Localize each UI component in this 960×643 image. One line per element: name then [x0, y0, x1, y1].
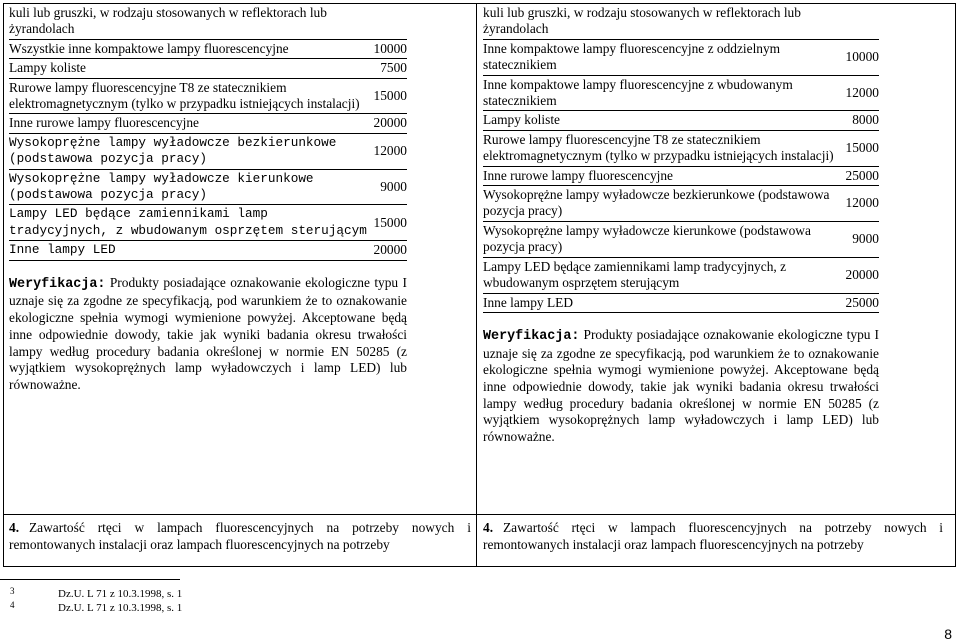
right-verification-text: Produkty posiadające oznakowanie ekologiczne typu I uznaje się za zgodne ze specyfikacją, pod warunkiem że to oznakowanie ekologiczne spełnia wymogi wymienione powyżej. Akceptowane będą inne odpowiednie dowody, takie jak wyniki badania okresu trwałości lampy według procedury badania określonej w normie EN 50285 (z wyjątkiem wysokoprężnych lamp wyładowczych i lamp LED) lub równoważne.: [483, 326, 879, 445]
right-item-4-number: 4.: [483, 520, 494, 535]
left-column: [9, 4, 407, 407]
lamp-type-cell: Inne rurowe lampy fluorescencyjne: [483, 166, 840, 185]
lifetime-value-cell: 7500: [368, 59, 407, 78]
left-item-4-number: 4.: [9, 520, 20, 535]
table-row: [9, 241, 407, 260]
left-verification-label: Weryfikacja:: [9, 276, 106, 292]
table-row: [9, 78, 407, 114]
lamp-type-cell: Rurowe lampy fluorescencyjne T8 ze statecznikiem elektromagnetycznym (tylko w przypadku istniejących instalacji): [483, 130, 840, 166]
lifetime-value-cell: 20000: [368, 241, 407, 260]
table-row: [483, 75, 879, 111]
table-row: [483, 186, 879, 222]
column-divider: [476, 3, 477, 567]
lamp-type-cell: Lampy koliste: [9, 59, 368, 78]
lamp-type-cell: Inne kompaktowe lampy fluorescencyjne z wbudowanym statecznikiem: [483, 75, 840, 111]
lifetime-value-cell: 20000: [840, 257, 879, 293]
right-verification: [483, 327, 879, 446]
footnote-3: [10, 586, 183, 600]
lifetime-value-cell: 9000: [840, 221, 879, 257]
lamp-type-cell: Lampy LED będące zamiennikami lamp tradycyjnych, z wbudowanym osprzętem sterującym: [483, 257, 840, 293]
table-row: [483, 257, 879, 293]
footnote-3-text: Dz.U. L 71 z 10.3.1998, s. 1: [58, 588, 183, 600]
lifetime-value-cell: 15000: [840, 130, 879, 166]
table-row: [9, 169, 407, 205]
lifetime-value-cell: [840, 4, 879, 39]
table-row: [9, 205, 407, 241]
lifetime-value-cell: 15000: [368, 78, 407, 114]
lamp-type-cell: Inne lampy LED: [9, 241, 368, 260]
footnote-4-text: Dz.U. L 71 z 10.3.1998, s. 1: [58, 602, 183, 614]
left-verification-text: Produkty posiadające oznakowanie ekologiczne typu I uznaje się za zgodne ze specyfikacją, pod warunkiem że to oznakowanie ekologiczne spełnia wymogi wymienione powyżej. Akceptowane będą inne odpowiednie dowody, takie jak wyniki badania okresu trwałości lampy według procedury badania określonej w normie EN 50285 (z wyjątkiem wysokoprężnych lamp wyładowczych i lamp LED) lub równoważne.: [9, 274, 407, 392]
table-row: [483, 166, 879, 185]
lifetime-value-cell: 25000: [840, 166, 879, 185]
lifetime-value-cell: 25000: [840, 293, 879, 312]
lamp-type-cell: Wszystkie inne kompaktowe lampy fluorescencyjne: [9, 39, 368, 58]
lamp-type-cell: kuli lub gruszki, w rodzaju stosowanych w reflektorach lub żyrandolach: [483, 4, 840, 39]
lifetime-value-cell: 12000: [368, 133, 407, 169]
table-row: [483, 4, 879, 39]
lamp-type-cell: Rurowe lampy fluorescencyjne T8 ze statecznikiem elektromagnetycznym (tylko w przypadku istniejących instalacji): [9, 78, 368, 114]
lamp-type-cell: Inne lampy LED: [483, 293, 840, 312]
lamp-type-cell: Lampy LED będące zamiennikami lamp tradycyjnych, z wbudowanym osprzętem sterującym: [9, 205, 368, 241]
footnote-4: [10, 600, 183, 614]
lamp-type-cell: Wysokoprężne lampy wyładowcze bezkierunkowe (podstawowa pozycja pracy): [9, 133, 368, 169]
lamp-type-cell: Wysokoprężne lampy wyładowcze kierunkowe (podstawowa pozycja pracy): [483, 221, 840, 257]
lamp-type-cell: Wysokoprężne lampy wyładowcze bezkierunkowe (podstawowa pozycja pracy): [483, 186, 840, 222]
table-row: [9, 133, 407, 169]
lifetime-value-cell: 9000: [368, 169, 407, 205]
right-verification-label: Weryfikacja:: [483, 328, 580, 344]
row-divider: [3, 514, 956, 515]
lifetime-value-cell: 8000: [840, 111, 879, 130]
lifetime-value-cell: 15000: [368, 205, 407, 241]
footnote-separator: [0, 579, 180, 580]
lifetime-value-cell: 10000: [840, 39, 879, 75]
lifetime-value-cell: [368, 4, 407, 39]
left-item-4: [9, 519, 471, 553]
table-row: [483, 221, 879, 257]
table-row: [483, 293, 879, 312]
right-lifetime-table: [483, 4, 879, 313]
table-row: [9, 4, 407, 39]
lifetime-value-cell: 12000: [840, 186, 879, 222]
page-number: 8: [944, 626, 952, 642]
lifetime-value-cell: 10000: [368, 39, 407, 58]
lamp-type-cell: Wysokoprężne lampy wyładowcze kierunkowe (podstawowa pozycja pracy): [9, 169, 368, 205]
footnote-3-mark: 3: [10, 586, 15, 596]
lamp-type-cell: kuli lub gruszki, w rodzaju stosowanych w reflektorach lub żyrandolach: [9, 4, 368, 39]
right-column: [483, 4, 879, 459]
left-lifetime-table: [9, 4, 407, 261]
table-row: [9, 39, 407, 58]
table-row: [483, 111, 879, 130]
table-row: [483, 39, 879, 75]
lifetime-value-cell: 20000: [368, 114, 407, 133]
lamp-type-cell: Inne kompaktowe lampy fluorescencyjne z oddzielnym statecznikiem: [483, 39, 840, 75]
table-row: [483, 130, 879, 166]
lifetime-value-cell: 12000: [840, 75, 879, 111]
table-row: [9, 114, 407, 133]
table-row: [9, 59, 407, 78]
right-item-4-text: Zawartość rtęci w lampach fluorescencyjnych na potrzeby nowych i remontowanych instalacji oraz lampach fluorescencyjnych na potrzeby: [483, 520, 943, 552]
lamp-type-cell: Lampy koliste: [483, 111, 840, 130]
footnote-4-mark: 4: [10, 600, 15, 610]
left-item-4-text: Zawartość rtęci w lampach fluorescencyjnych na potrzeby nowych i remontowanych instalacji oraz lampach fluorescencyjnych na potrzeby: [9, 520, 471, 552]
right-item-4: [483, 519, 943, 553]
left-verification: [9, 275, 407, 394]
lamp-type-cell: Inne rurowe lampy fluorescencyjne: [9, 114, 368, 133]
